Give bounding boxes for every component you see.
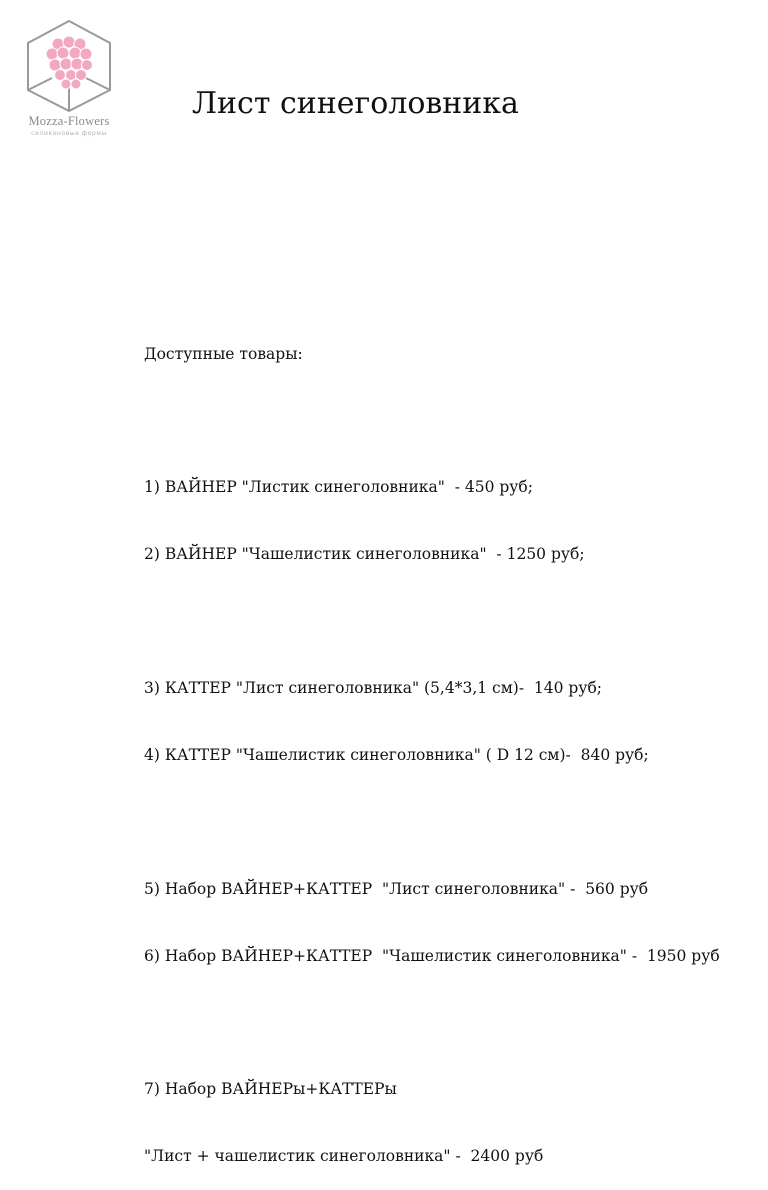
list-item: 3) КАТТЕР "Лист синеголовника" (5,4*3,1 см)- 140 руб;	[144, 679, 603, 698]
list-item: 5) Набор ВАЙНЕР+КАТТЕР "Лист синеголовника" - 560 руб	[144, 879, 649, 898]
list-item: 4) КАТТЕР "Чашелистик синеголовника" ( D 12 см)- 840 руб;	[144, 745, 649, 764]
blank-line	[144, 1012, 720, 1034]
blank-line	[144, 409, 720, 431]
logo	[16, 18, 122, 142]
list-heading: Доступные товары:	[144, 344, 303, 363]
logo-name: Mozza-Flowers	[28, 114, 110, 128]
blank-line	[144, 610, 720, 632]
logo-tagline: силиконовые формы	[31, 130, 107, 137]
list-item: 1) ВАЙНЕР "Листик синеголовника" - 450 руб;	[144, 478, 533, 497]
list-item: 6) Набор ВАЙНЕР+КАТТЕР "Чашелистик синеголовника" - 1950 руб	[144, 946, 720, 965]
list-item-continuation: "Лист + чашелистик синеголовника" - 2400 руб	[144, 1147, 544, 1166]
list-item: 2) ВАЙНЕР "Чашелистик синеголовника" - 1250 руб;	[144, 545, 585, 564]
list-item: 7) Набор ВАЙНЕРы+КАТТЕРы	[144, 1080, 397, 1099]
page-title: Лист синеголовника	[192, 86, 519, 121]
cube-raspberry-icon	[22, 18, 116, 112]
blank-line	[144, 811, 720, 833]
product-list	[144, 298, 720, 1190]
